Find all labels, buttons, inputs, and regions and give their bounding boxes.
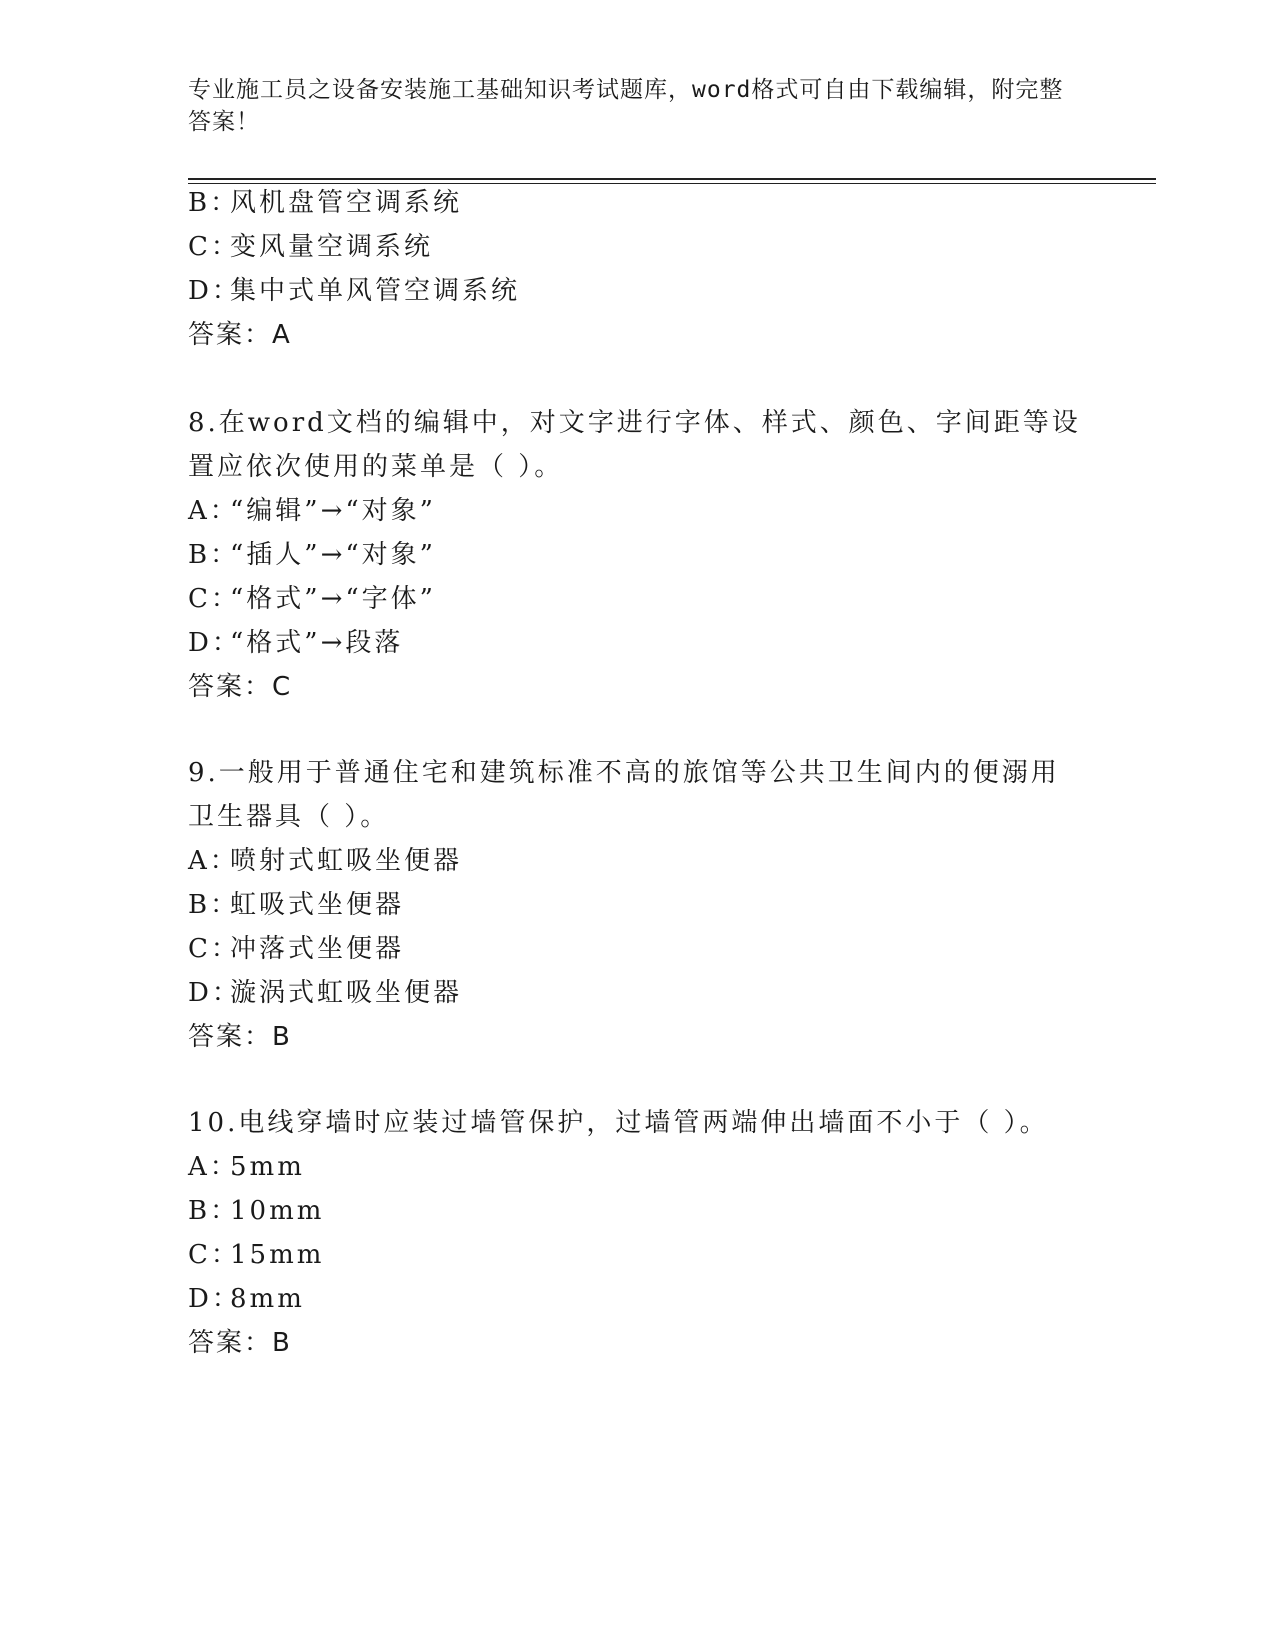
option-text: 虹吸式坐便器	[230, 890, 405, 920]
q10-option-c	[188, 1238, 324, 1272]
option-label: B：	[188, 188, 240, 218]
header-rule-thin	[188, 183, 1156, 184]
option-text: “格式”→段落	[230, 628, 404, 658]
option-label: B：	[188, 890, 240, 920]
option-text: 喷射式虹吸坐便器	[230, 846, 463, 876]
option-label: D：	[188, 628, 241, 658]
q7-option-d	[188, 274, 520, 308]
option-text: 风机盘管空调系统	[230, 188, 463, 218]
option-label: C：	[188, 934, 240, 964]
q9-stem-line-1: 9.一般用于普通住宅和建筑标准不高的旅馆等公共卫生间内的便溺用	[188, 758, 1060, 788]
option-text: 15mm	[230, 1240, 325, 1270]
q8-option-d	[188, 626, 403, 660]
header-rule-thick	[188, 178, 1156, 180]
option-text: 漩涡式虹吸坐便器	[230, 978, 463, 1008]
option-label: A：	[188, 496, 239, 526]
q7-option-c	[188, 230, 433, 264]
q8-answer: 答案：C	[188, 672, 293, 702]
option-text: 变风量空调系统	[230, 232, 434, 262]
option-text: 集中式单风管空调系统	[230, 276, 521, 306]
q8-option-b	[188, 538, 436, 572]
q9-option-a	[188, 844, 462, 878]
option-label: A：	[188, 846, 239, 876]
q9-option-d	[188, 976, 462, 1010]
q8-stem-line-2: 置应依次使用的菜单是（ ）。	[188, 452, 564, 482]
option-label: D：	[188, 276, 241, 306]
q9-option-c	[188, 932, 404, 966]
q10-option-a	[188, 1150, 305, 1184]
option-label: D：	[188, 978, 241, 1008]
option-label: C：	[188, 584, 240, 614]
q7-answer: 答案：A	[188, 320, 292, 350]
q9-option-b	[188, 888, 404, 922]
q7-option-b	[188, 186, 462, 220]
q8-option-c	[188, 582, 436, 616]
option-text: 10mm	[230, 1196, 325, 1226]
option-text: 5mm	[230, 1152, 305, 1182]
option-text: “编辑”→“对象”	[230, 496, 436, 526]
option-text: “插人”→“对象”	[230, 540, 436, 570]
option-text: 冲落式坐便器	[230, 934, 405, 964]
q9-answer: 答案：B	[188, 1022, 292, 1052]
option-text: “格式”→“字体”	[230, 584, 436, 614]
option-label: C：	[188, 1240, 240, 1270]
option-label: A：	[188, 1152, 239, 1182]
option-text: 8mm	[230, 1284, 305, 1314]
q10-option-b	[188, 1194, 324, 1228]
option-label: B：	[188, 1196, 240, 1226]
q8-option-a	[188, 494, 436, 528]
q10-option-d	[188, 1282, 305, 1316]
q10-stem-line-1: 10.电线穿墙时应装过墙管保护，过墙管两端伸出墙面不小于（ ）。	[188, 1108, 1049, 1138]
q10-answer: 答案：B	[188, 1328, 292, 1358]
q9-stem-line-2: 卫生器具（ ）。	[188, 802, 390, 832]
option-label: B：	[188, 540, 240, 570]
q8-stem-line-1: 8.在word文档的编辑中，对文字进行字体、样式、颜色、字间距等设	[188, 408, 1081, 438]
option-label: C：	[188, 232, 240, 262]
option-label: D：	[188, 1284, 241, 1314]
document-header: 专业施工员之设备安装施工基础知识考试题库，word格式可自由下载编辑，附完整答案！	[188, 77, 1064, 135]
